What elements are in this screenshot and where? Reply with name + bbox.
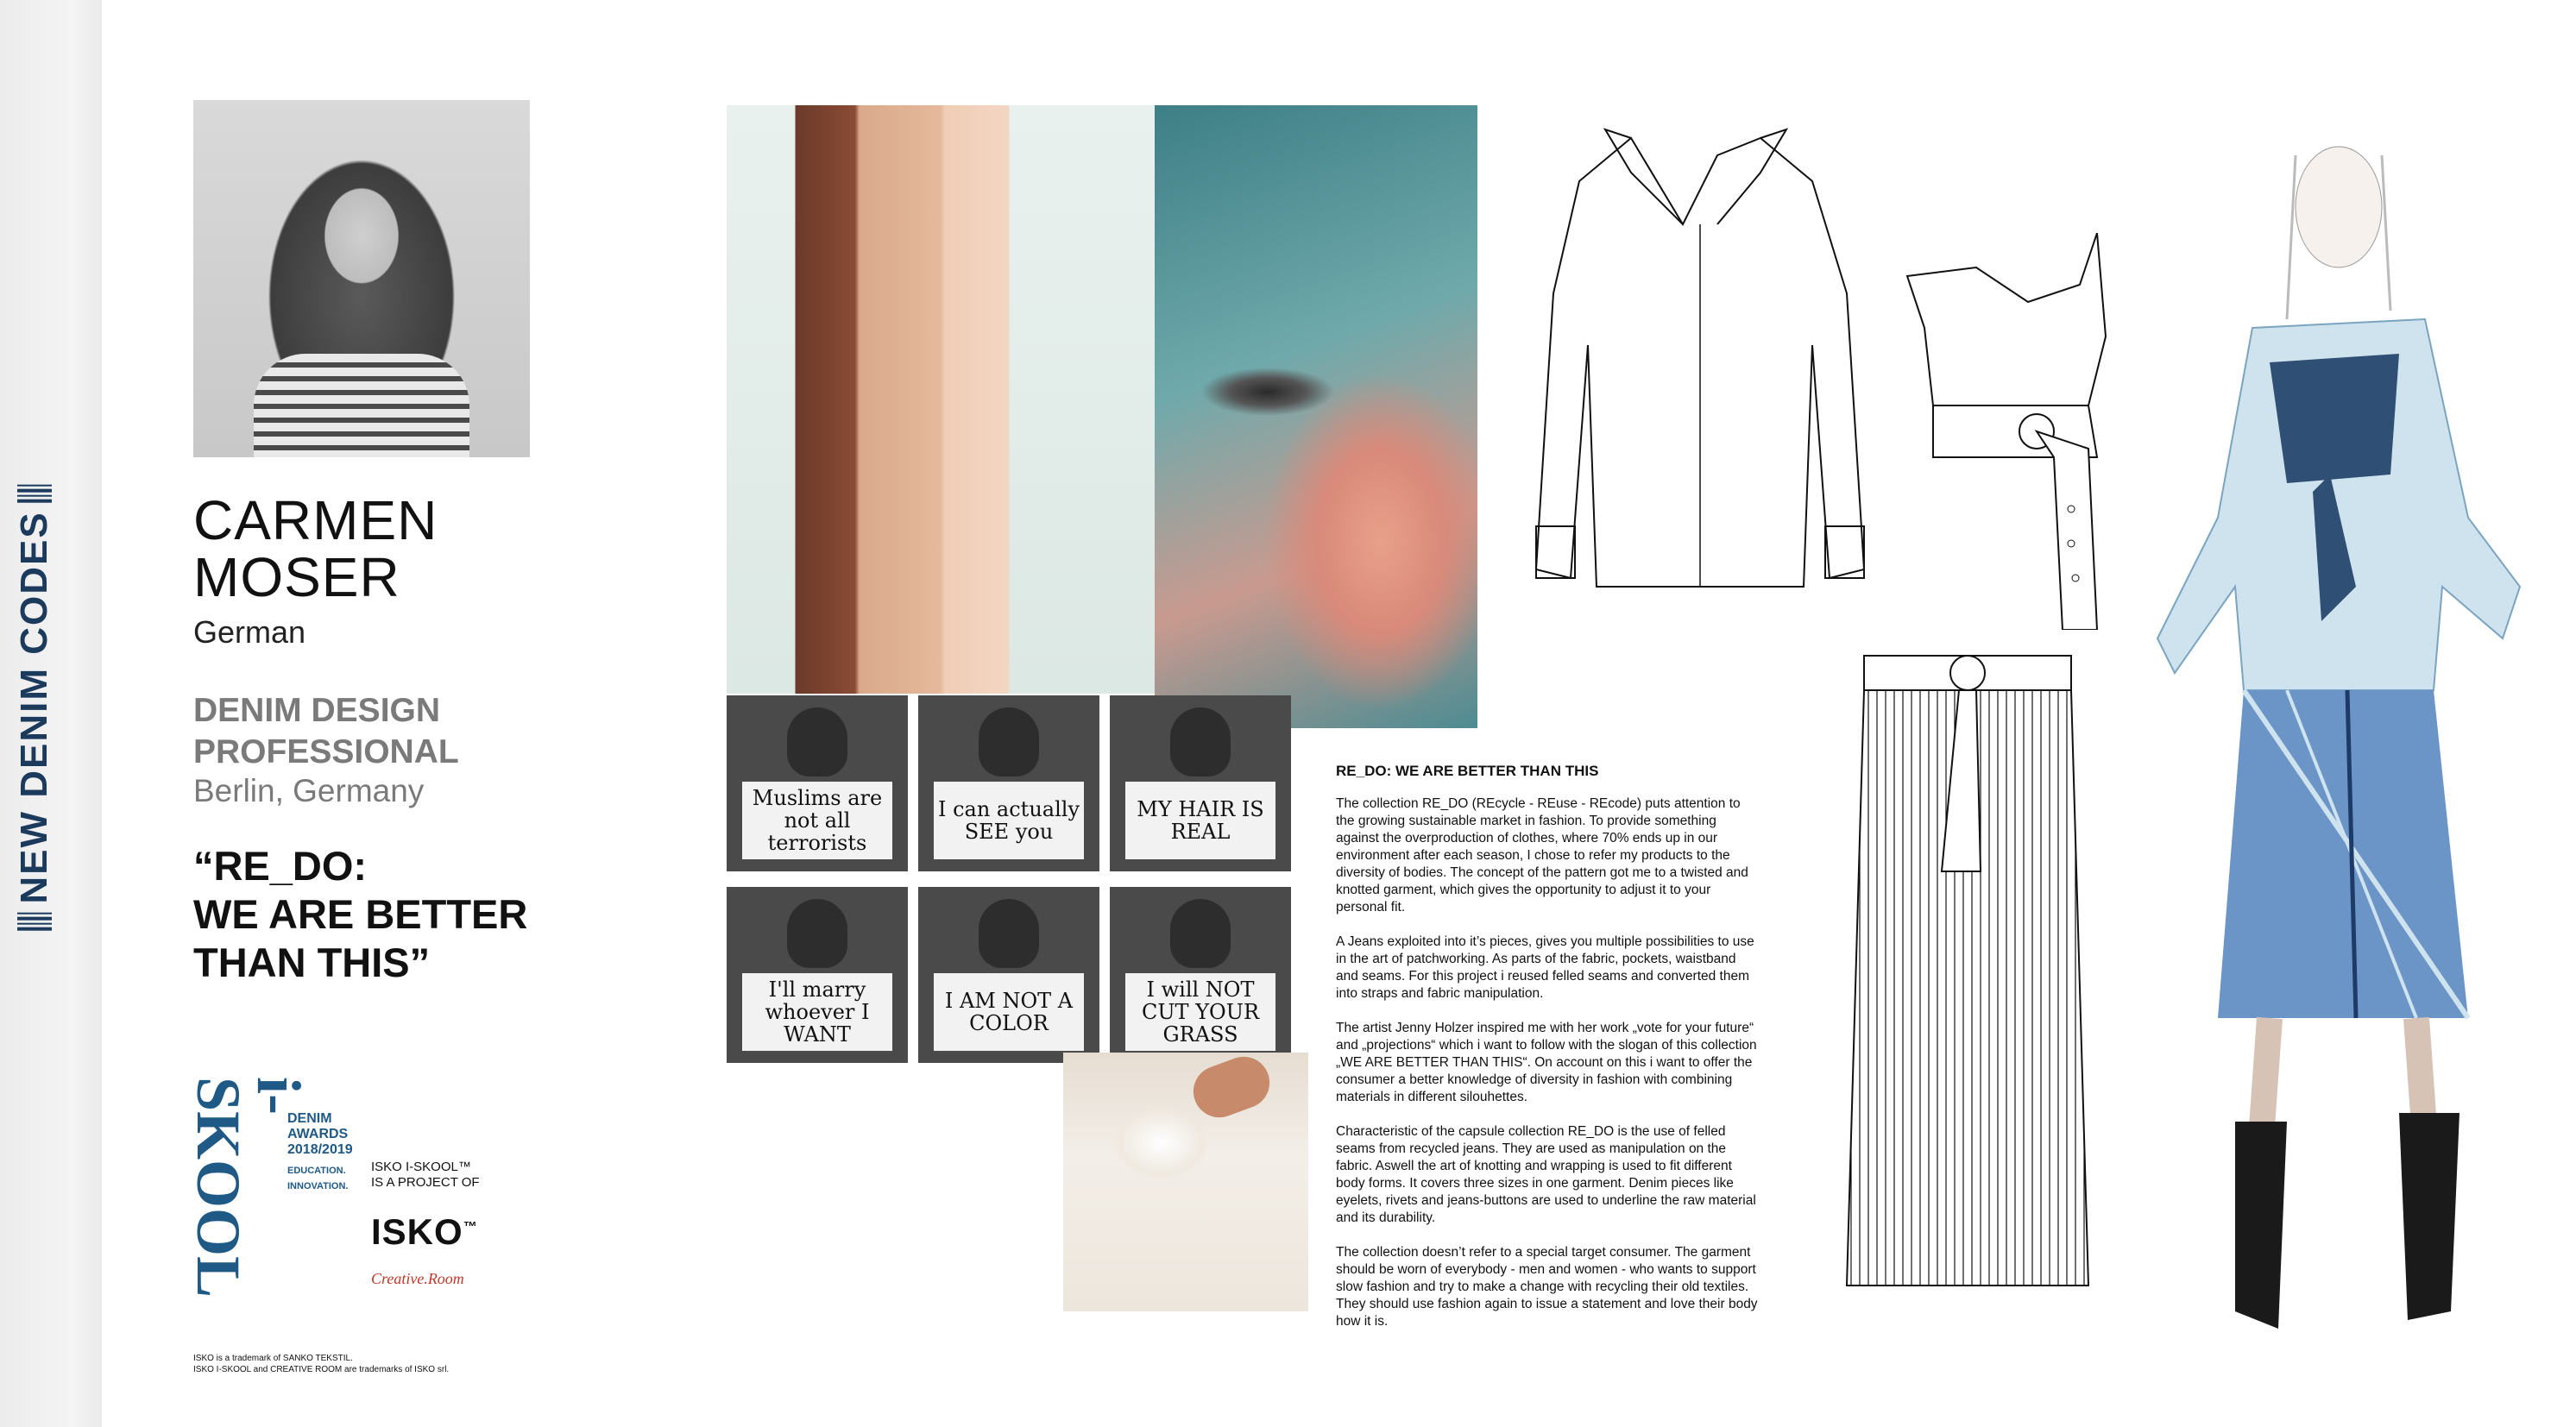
sign-photo [727, 695, 908, 871]
article-paragraph: The artist Jenny Holzer inspired me with her work „vote for your future“ and „projections“ which i want to follow with the slogan of this collection „WE ARE BETTER THAN THIS“. On account on this i want to offer the consumer a better knowledge of diversity in fashion with combining materials in different silouhettes. [1336, 1021, 1757, 1104]
knotted-garment-photo [1063, 1053, 1308, 1311]
new-denim-codes-label [0, 449, 69, 958]
iskool-denim-awards-logo [184, 1077, 353, 1336]
fashion-illustration [2140, 104, 2554, 1363]
title-line: THAN THIS” [193, 940, 431, 985]
badge-line: INNOVATION. [287, 1181, 349, 1191]
article-title: RE_DO: WE ARE BETTER THAN THIS [1336, 763, 1599, 779]
sign-photo [918, 887, 1099, 1063]
creative-room-logo: Creative.Room [371, 1270, 464, 1287]
title-line: “RE_DO: [193, 843, 368, 889]
project-of-line: ISKO I-SKOOL™ [371, 1160, 471, 1174]
isko-logo [371, 1211, 478, 1253]
sign-text: MY HAIR IS REAL [1125, 782, 1275, 859]
trademark-note [193, 1353, 449, 1375]
role-line: DENIM DESIGN [193, 692, 441, 729]
sign-photo [727, 887, 908, 1063]
trademark-line: ISKO I-SKOOL and CREATIVE ROOM are trademarks of ISKO srl. [193, 1365, 450, 1374]
sign-photo [1110, 887, 1291, 1063]
project-title [193, 842, 527, 987]
protest-signs-grid [727, 695, 1291, 1068]
nationality: German [193, 614, 306, 650]
last-name: MOSER [193, 546, 400, 608]
iskool-wordmark: i-SKOOL [184, 1077, 313, 1298]
badge-line: AWARDS [287, 1127, 349, 1141]
vertical-label: NEW DENIM CODES [13, 511, 55, 904]
sign-text: I will NOT CUT YOUR GRASS [1125, 973, 1275, 1051]
barcode-icon [16, 913, 54, 931]
article-paragraph: A Jeans exploited into it’s pieces, gives you multiple possibilities to use in the art of patchworking. As parts of the fabric, pockets, waistband and seams. For this project i reused felled seams and converted them into straps and fabric manipulation. [1336, 934, 1754, 1001]
project-of-text [371, 1160, 480, 1191]
designer-name [193, 489, 438, 608]
sign-text: I AM NOT A COLOR [934, 973, 1084, 1051]
project-of-line: IS A PROJECT OF [371, 1175, 480, 1190]
sign-text: I'll marry whoever I WANT [742, 973, 892, 1051]
shirt-flat-sketch [1502, 121, 1881, 604]
skirt-flat-sketch [1830, 647, 2106, 1303]
isko-tm: ™ [463, 1220, 478, 1235]
legs-photo [727, 105, 1155, 694]
article-body [1336, 795, 1759, 1348]
designer-city: Berlin, Germany [193, 773, 425, 808]
role-line: PROFESSIONAL [193, 733, 459, 770]
first-name: CARMEN [193, 489, 438, 551]
article-paragraph: Characteristic of the capsule collection RE_DO is the use of felled seams from recycled jeans. They are used as manipulation on the fabric. Aswell the art of knotting and wrapping is used to fit different body forms. It covers three sizes in one garment. Denim pieces like eyelets, rivets and jeans-buttons are used to underline the raw material and its durability. [1336, 1124, 1756, 1225]
painted-face-artwork [1155, 105, 1477, 728]
title-line: WE ARE BETTER [193, 891, 528, 937]
badge-line: 2018/2019 [287, 1142, 353, 1157]
sign-photo [918, 695, 1099, 871]
isko-wordmark: ISKO [371, 1211, 463, 1252]
designer-role [193, 690, 459, 773]
barcode-icon [16, 484, 54, 502]
top-flat-sketch [1899, 233, 2123, 630]
awards-badge [287, 1111, 353, 1194]
article-paragraph: The collection doesn’t refer to a special target consumer. The garment should be worn of everybody - men and women - who wants to support slow fashion and try to make a change with recycling their old textiles. They should use fashion again to issue a statement and love their body how it is. [1336, 1245, 1758, 1329]
badge-line: DENIM [287, 1111, 332, 1126]
sign-text: I can actually SEE you [934, 782, 1084, 859]
sign-photo [1110, 695, 1291, 871]
badge-line: EDUCATION. [287, 1166, 346, 1176]
trademark-line: ISKO is a trademark of SANKO TEKSTIL. [193, 1354, 353, 1363]
article-paragraph: The collection RE_DO (REcycle - REuse - REcode) puts attention to the growing sustainable market in fashion. To provide something against the overproduction of clothes, where 70% ends up in our environment after each season, I chose to refer my products to the diversity of bodies. The concept of the pattern got me to a twisted and knotted garment, which gives the opportunity to adjust it to your personal fit. [1336, 796, 1748, 915]
designer-portrait [193, 100, 530, 457]
sign-text: Muslims are not all terrorists [742, 782, 892, 859]
